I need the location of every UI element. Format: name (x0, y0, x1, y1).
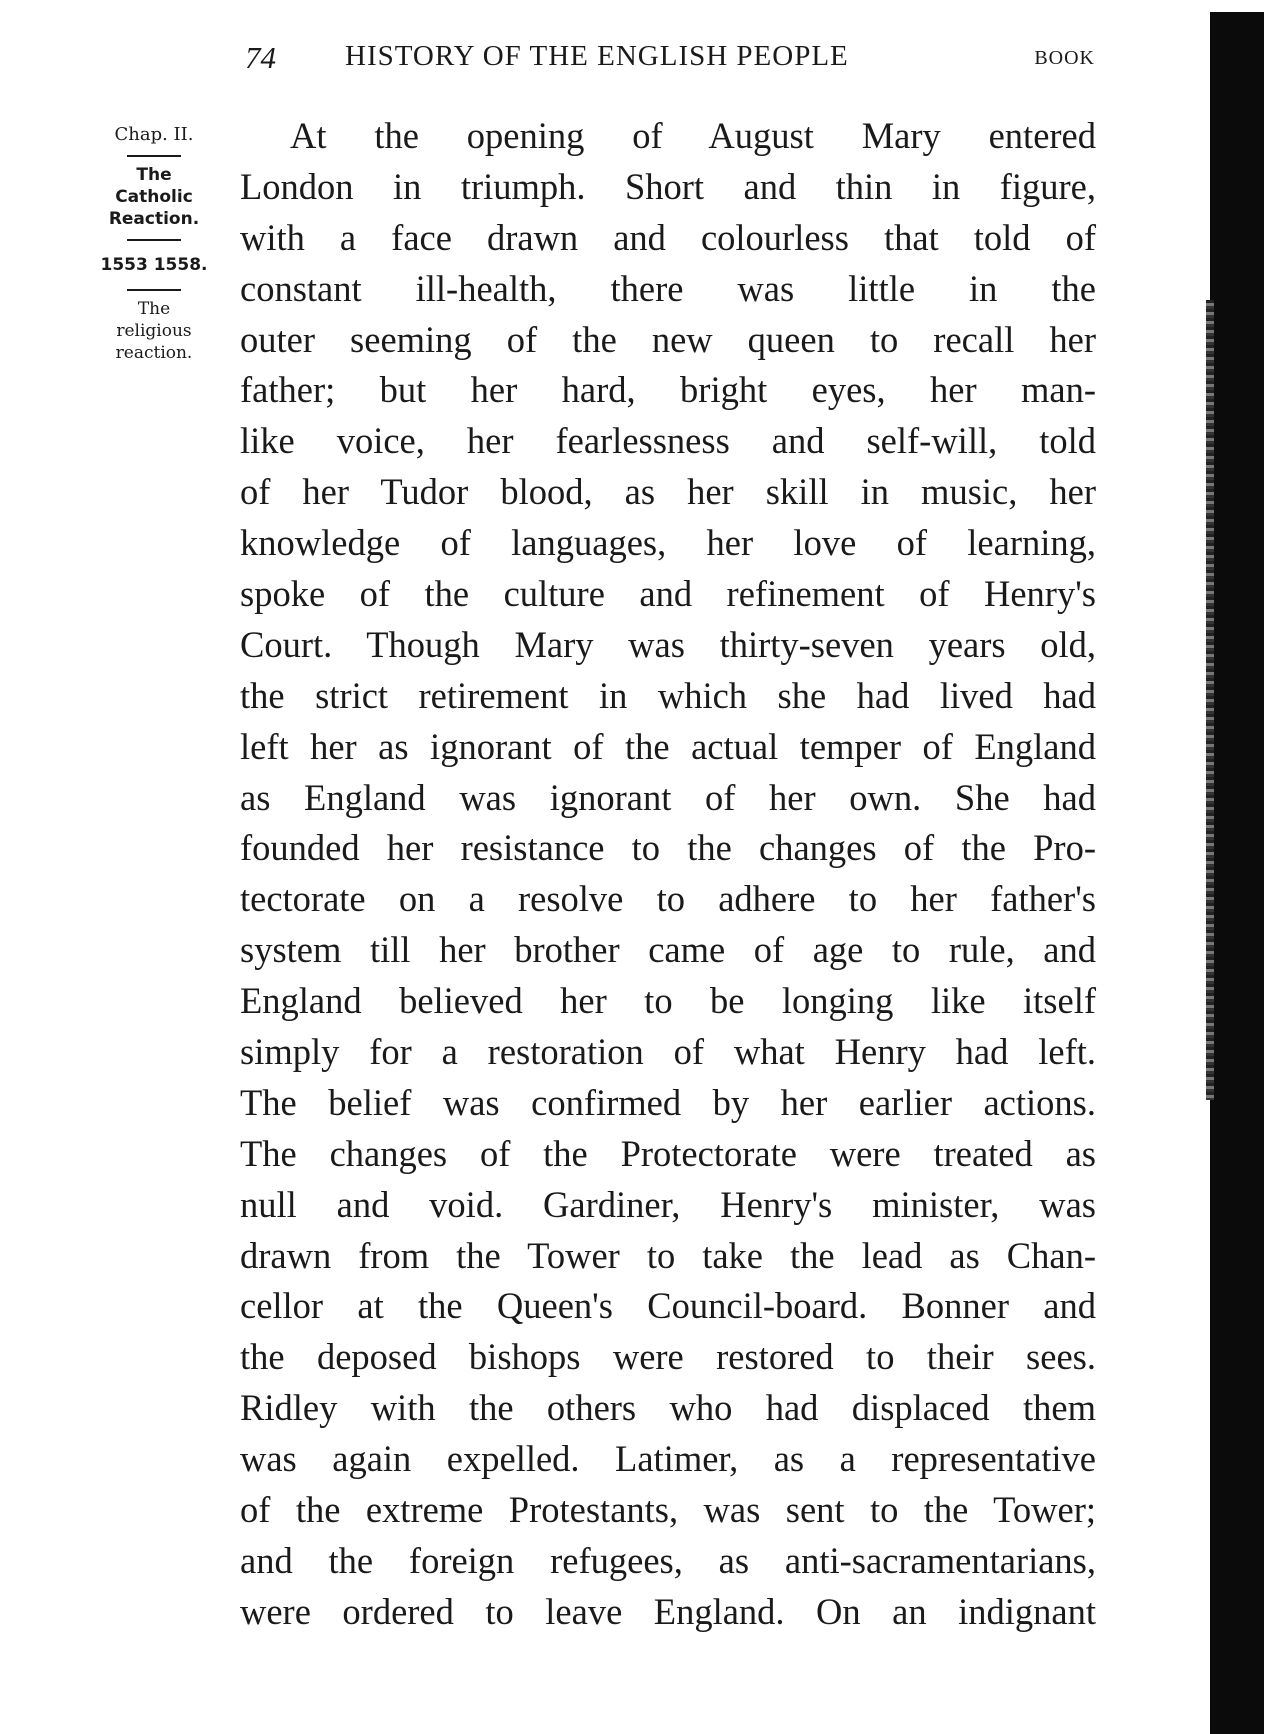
text-line: were ordered to leave England. On an indignant (240, 1590, 1096, 1632)
text-line: England believed her to be longing like itself (240, 980, 1096, 1022)
text-line: left her as ignorant of the actual temper of England (240, 725, 1096, 767)
text-line: of her Tudor blood, as her skill in music, her (240, 471, 1096, 513)
page-number: 74 (245, 40, 276, 75)
date-range: 1553 1558. (100, 255, 208, 275)
text-line: as England was ignorant of her own. She had (240, 776, 1096, 818)
text-line: and the foreign refugees, as anti-sacramentarians, (240, 1539, 1096, 1581)
scan-edge-shadow (1210, 12, 1264, 1734)
scan-edge-texture (1206, 300, 1214, 1100)
topic-note-line: religious (116, 321, 192, 341)
chapter-label: Chap. II. (114, 124, 194, 145)
margin-notes (92, 118, 216, 373)
text-line: knowledge of languages, her love of learning, (240, 522, 1096, 564)
text-line: was again expelled. Latimer, as a representative (240, 1438, 1096, 1480)
text-line: outer seeming of the new queen to recall her (240, 318, 1096, 360)
section-note-line: Catholic (115, 187, 193, 207)
topic-note-line: The (137, 299, 171, 319)
text-line: founded her resistance to the changes of the Pro- (240, 827, 1096, 869)
text-line: drawn from the Tower to take the lead as Chan- (240, 1234, 1096, 1276)
text-line: Ridley with the others who had displaced them (240, 1387, 1096, 1429)
text-line: constant ill-health, there was little in the (240, 267, 1096, 309)
body-paragraph (240, 111, 1096, 1638)
text-line: cellor at the Queen's Council-board. Bonner and (240, 1285, 1096, 1327)
book-label: BOOK (1034, 47, 1095, 69)
running-title: HISTORY OF THE ENGLISH PEOPLE (345, 40, 849, 72)
text-line: the deposed bishops were restored to their sees. (240, 1336, 1096, 1378)
topic-note (92, 291, 216, 373)
text-line: null and void. Gardiner, Henry's minister, was (240, 1183, 1096, 1225)
text-line: The changes of the Protectorate were treated as (240, 1132, 1096, 1174)
text-line: tectorate on a resolve to adhere to her father's (240, 878, 1096, 920)
text-line: Court. Though Mary was thirty-seven years old, (240, 623, 1096, 665)
text-line: The belief was confirmed by her earlier actions. (240, 1081, 1096, 1123)
text-line: spoke of the culture and refinement of Henry's (240, 573, 1096, 615)
section-note-line: The (136, 165, 172, 185)
section-note (92, 157, 216, 239)
text-line: the strict retirement in which she had lived had (240, 674, 1096, 716)
text-line: father; but her hard, bright eyes, her man- (240, 369, 1096, 411)
page-header (245, 30, 1095, 80)
text-line: system till her brother came of age to rule, and (240, 929, 1096, 971)
text-line: of the extreme Protestants, was sent to the Tower; (240, 1489, 1096, 1531)
text-line: with a face drawn and colourless that told of (240, 216, 1096, 258)
text-line: At the opening of August Mary entered (290, 115, 1096, 156)
section-note-line: Reaction. (108, 209, 200, 229)
topic-note-line: reaction. (115, 343, 193, 363)
text-line: like voice, her fearlessness and self-will, told (240, 420, 1096, 462)
text-line: simply for a restoration of what Henry had left. (240, 1031, 1096, 1073)
text-line: London in triumph. Short and thin in figure, (240, 165, 1096, 207)
